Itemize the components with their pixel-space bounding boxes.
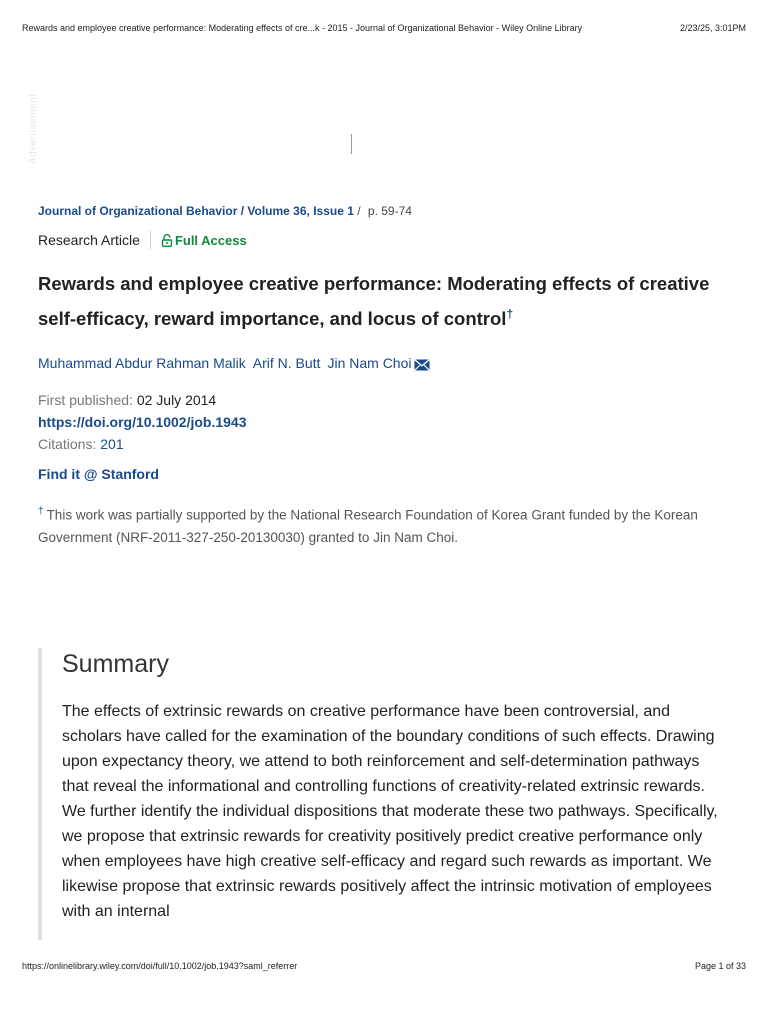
breadcrumb-separator: / [353,204,364,218]
print-header-datetime: 2/23/25, 3:01PM [679,23,746,33]
email-icon[interactable] [414,359,430,371]
summary-heading: Summary [62,650,169,678]
breadcrumb-journal-link[interactable]: Journal of Organizational Behavior [38,204,238,218]
print-footer-url: https://onlinelibrary.wiley.com/doi/full/10.1002/job.1943?saml_referrer [22,961,298,971]
print-header [22,23,746,33]
print-footer-page: Page 1 of 33 [694,961,746,971]
article-type: Research Article [38,232,140,248]
breadcrumb-issue-link[interactable]: Volume 36, Issue 1 [247,204,354,218]
footnote-mark: † [38,506,44,517]
advertisement-divider [351,134,352,154]
breadcrumb [38,204,412,218]
funding-footnote [38,501,728,549]
full-access-label: Full Access [174,232,247,248]
author-link[interactable]: Muhammad Abdur Rahman Malik [38,355,246,371]
publication-info [38,389,247,455]
article-title-text: Rewards and employee creative performance: Moderating effects of creative self-efficacy, reward importance, and locus of control [38,273,710,330]
summary-section [38,648,728,940]
open-lock-icon [161,234,173,247]
citations-row [38,433,247,455]
first-published-label: First published: [38,392,133,408]
author-link[interactable]: Arif N. Butt [252,355,321,371]
full-access-badge [161,233,247,248]
article-meta-row [38,231,247,249]
print-footer [22,961,746,971]
author-list [38,355,430,371]
first-published-date: 02 July 2014 [136,392,217,408]
title-footnote-mark[interactable]: † [506,307,514,321]
article-title [38,268,728,334]
citations-count-link[interactable]: 201 [100,436,124,452]
find-it-stanford-link[interactable]: Find it @ Stanford [38,466,159,482]
advertisement-label: Advertisement [28,93,39,164]
citations-label: Citations: [38,436,97,452]
footnote-text: This work was partially supported by the National Research Foundation of Korea Grant funded by the Korean Government (NRF-2011-327-250-20130030) granted to Jin Nam Choi. [38,507,698,545]
summary-text: The effects of extrinsic rewards on creative performance have been controversial, and scholars have called for the examination of the boundary conditions of such effects. Drawing upon expectancy theory, we attend to both reinforcement and self-determination pathways that reveal the informational and controlling functions of creativity-related extrinsic rewards. We further identify the individual dispositions that moderate these two pathways. Specifically, we propose that extrinsic rewards for creativity positively predict creative performance only when employees have high creative self-efficacy and regard such rewards as important. We likewise propose that extrinsic rewards positively affect the intrinsic motivation of employees with an internal [62,703,718,920]
first-published-row [38,389,247,411]
meta-divider [150,231,151,249]
breadcrumb-separator: / [237,204,248,218]
author-link[interactable]: Jin Nam Choi [327,355,412,371]
doi-link[interactable]: https://doi.org/10.1002/job.1943 [38,414,247,430]
print-header-title: Rewards and employee creative performance: Moderating effects of cre...k - 2015 - Journal of Organizational Behavior - Wiley Online Library [22,23,583,33]
breadcrumb-pages: p. 59-74 [367,204,412,218]
